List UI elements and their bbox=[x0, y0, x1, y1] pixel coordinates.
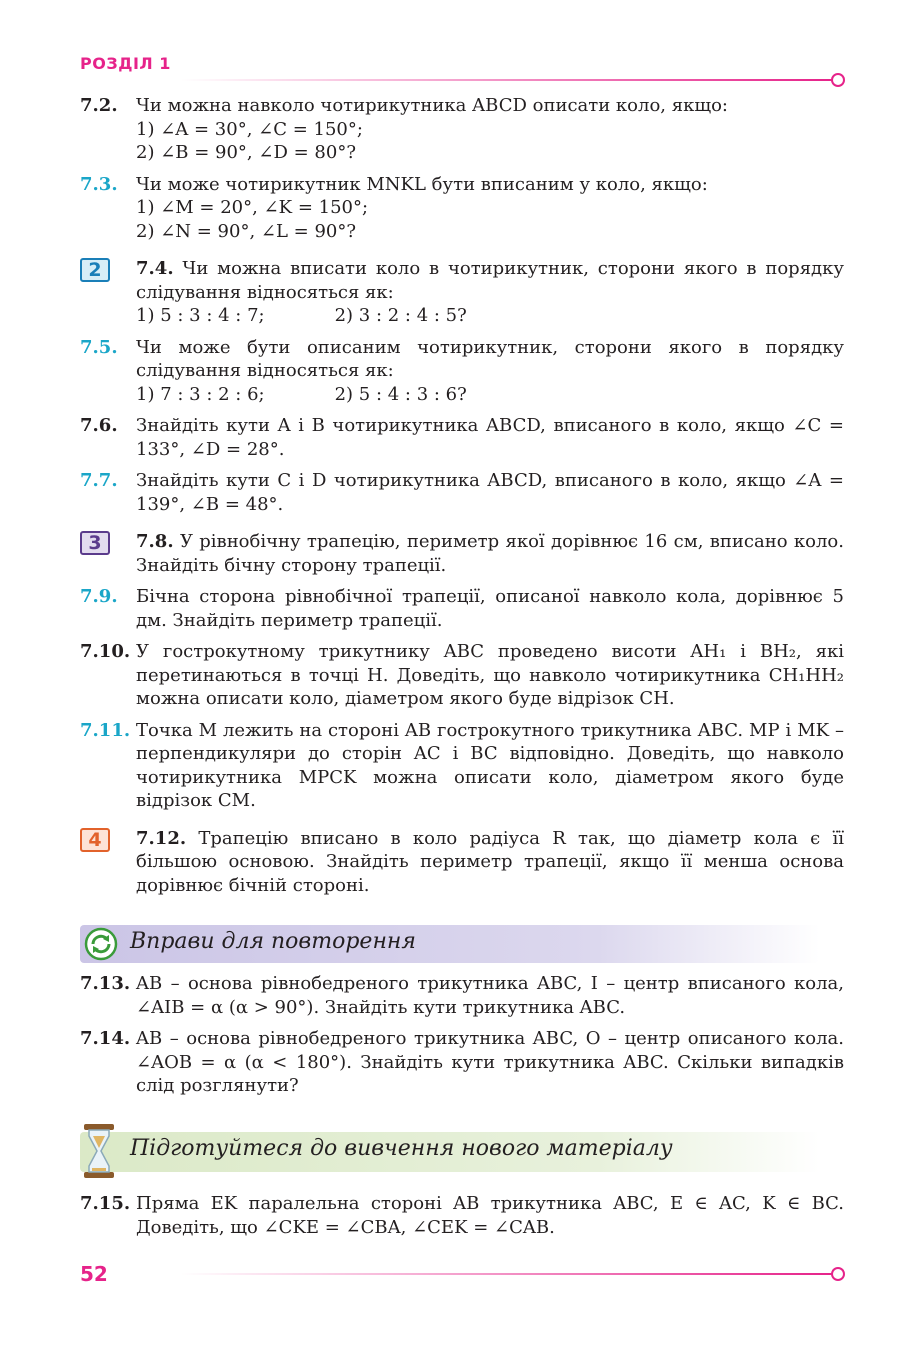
problem-7-9 bbox=[80, 585, 844, 632]
problem-option: 2) ∠B = 90°, ∠D = 80°? bbox=[136, 142, 356, 163]
problem-7-8 bbox=[80, 530, 844, 577]
problem-text: Знайдіть кути A і B чотирикутника ABCD, вписаного в коло, якщо ∠C = 133°, ∠D = 28°. bbox=[136, 415, 844, 460]
problem-text: Точка M лежить на стороні AB гострокутного трикутника ABC. MP і MK – перпендикуляри до сторін AC і BC відповідно. Доведіть, що навколо чотирикутника MPCK можна описати коло, діаметром якого буде відрізок CM. bbox=[136, 719, 844, 811]
problem-text: Чи може бути описаним чотирикутник, сторони якого в порядку слідування відносяться як: bbox=[136, 336, 844, 381]
problem-number: 7.9. bbox=[80, 586, 118, 607]
repeat-arrows-icon bbox=[84, 927, 118, 961]
problem-number: 7.2. bbox=[80, 95, 118, 116]
problem-number: 7.6. bbox=[80, 415, 118, 436]
section-title: Вправи для повторення bbox=[130, 929, 416, 954]
problem-text: Знайдіть кути C і D чотирикутника ABCD, вписаного в коло, якщо ∠A = 139°, ∠B = 48°. bbox=[136, 470, 844, 515]
problems-list-main bbox=[80, 94, 844, 905]
problems-list-review bbox=[80, 972, 844, 1106]
problem-7-14 bbox=[80, 1027, 844, 1098]
page-number: 52 bbox=[80, 1262, 108, 1286]
problem-text: Чи можна навколо чотирикутника ABCD описати коло, якщо: bbox=[136, 95, 728, 116]
problem-number: 7.8. bbox=[136, 531, 174, 552]
problem-text: У рівнобічну трапецію, периметр якої дорівнює 16 см, вписано коло. Знайдіть бічну сторону трапеції. bbox=[136, 531, 844, 576]
header-rule-circle bbox=[831, 73, 845, 87]
level-4-badge: 4 bbox=[80, 828, 110, 852]
problem-number: 7.7. bbox=[80, 470, 118, 491]
problem-text: Трапецію вписано в коло радіуса R так, що діаметр кола є її більшою основою. Знайдіть периметр трапеції, якщо її менша основа дорівнює бічній стороні. bbox=[136, 827, 844, 896]
problem-option: 2) ∠N = 90°, ∠L = 90°? bbox=[136, 220, 357, 242]
problem-number: 7.3. bbox=[80, 173, 118, 195]
problem-number: 7.13. bbox=[80, 973, 131, 994]
problem-7-7 bbox=[80, 469, 844, 516]
problem-text: Чи може чотирикутник MNKL бути вписаним у коло, якщо: bbox=[136, 173, 708, 195]
problem-number: 7.15. bbox=[80, 1193, 131, 1214]
problem-7-3 bbox=[80, 173, 844, 244]
problem-7-11 bbox=[80, 719, 844, 813]
problem-7-5 bbox=[80, 336, 844, 407]
chapter-label: РОЗДІЛ 1 bbox=[80, 54, 171, 73]
footer-rule-circle bbox=[831, 1267, 845, 1281]
problem-7-2 bbox=[80, 94, 844, 165]
problem-text: Пряма EK паралельна стороні AB трикутника ABC, E ∈ AC, K ∈ BC. Доведіть, що ∠CKE = ∠CBA, ∠CEK = ∠CAB. bbox=[136, 1193, 844, 1238]
problem-number: 7.5. bbox=[80, 336, 118, 358]
problem-option: 1) ∠M = 20°, ∠K = 150°; bbox=[136, 197, 369, 218]
problem-option: 2) 5 : 4 : 3 : 6? bbox=[334, 383, 467, 405]
hourglass-icon bbox=[82, 1122, 116, 1180]
level-3-badge: 3 bbox=[80, 531, 110, 555]
review-section-header bbox=[80, 925, 820, 963]
problem-7-12 bbox=[80, 827, 844, 898]
problem-7-10 bbox=[80, 640, 844, 711]
section-title: Підготуйтеся до вивчення нового матеріалу bbox=[130, 1136, 673, 1161]
problem-option: 2) 3 : 2 : 4 : 5? bbox=[334, 305, 467, 326]
prepare-section-header bbox=[80, 1132, 820, 1172]
footer-rule bbox=[180, 1273, 832, 1275]
problem-text: Бічна сторона рівнобічної трапеції, описаної навколо кола, дорівнює 5 дм. Знайдіть периметр трапеції. bbox=[136, 586, 844, 631]
problem-7-15 bbox=[80, 1192, 844, 1239]
problem-7-13 bbox=[80, 972, 844, 1019]
level-2-badge: 2 bbox=[80, 258, 110, 282]
problem-number: 7.4. bbox=[136, 258, 174, 279]
problem-number: 7.14. bbox=[80, 1028, 131, 1049]
problem-7-6 bbox=[80, 414, 844, 461]
problem-option: 1) 5 : 3 : 4 : 7; bbox=[136, 305, 265, 326]
problem-text: AB – основа рівнобедреного трикутника ABC, I – центр вписаного кола, ∠AIB = α (α > 90°). Знайдіть кути трикутника ABC. bbox=[136, 973, 844, 1018]
problem-7-4 bbox=[80, 257, 844, 328]
problem-number: 7.10. bbox=[80, 641, 131, 662]
problem-text: Чи можна вписати коло в чотирикутник, сторони якого в порядку слідування відносяться як: bbox=[136, 258, 844, 303]
problem-number: 7.12. bbox=[136, 827, 187, 849]
problem-option: 1) 7 : 3 : 2 : 6; bbox=[136, 383, 265, 405]
problem-text: AB – основа рівнобедреного трикутника ABC, O – центр описаного кола. ∠AOB = α (α < 180°). Знайдіть кути трикутника ABC. Скільки випадків слід розглянути? bbox=[136, 1028, 844, 1096]
problems-list-prepare bbox=[80, 1192, 844, 1247]
problem-option: 1) ∠A = 30°, ∠C = 150°; bbox=[136, 118, 363, 140]
header-rule bbox=[180, 79, 832, 81]
problem-number: 7.11. bbox=[80, 719, 131, 741]
problem-text: У гострокутному трикутнику ABC проведено висоти AH₁ і BH₂, які перетинаються в точці H. Доведіть, що навколо чотирикутника CH₁HH₂ можна описати коло, діаметром якого буде відрізок CH. bbox=[136, 641, 844, 709]
